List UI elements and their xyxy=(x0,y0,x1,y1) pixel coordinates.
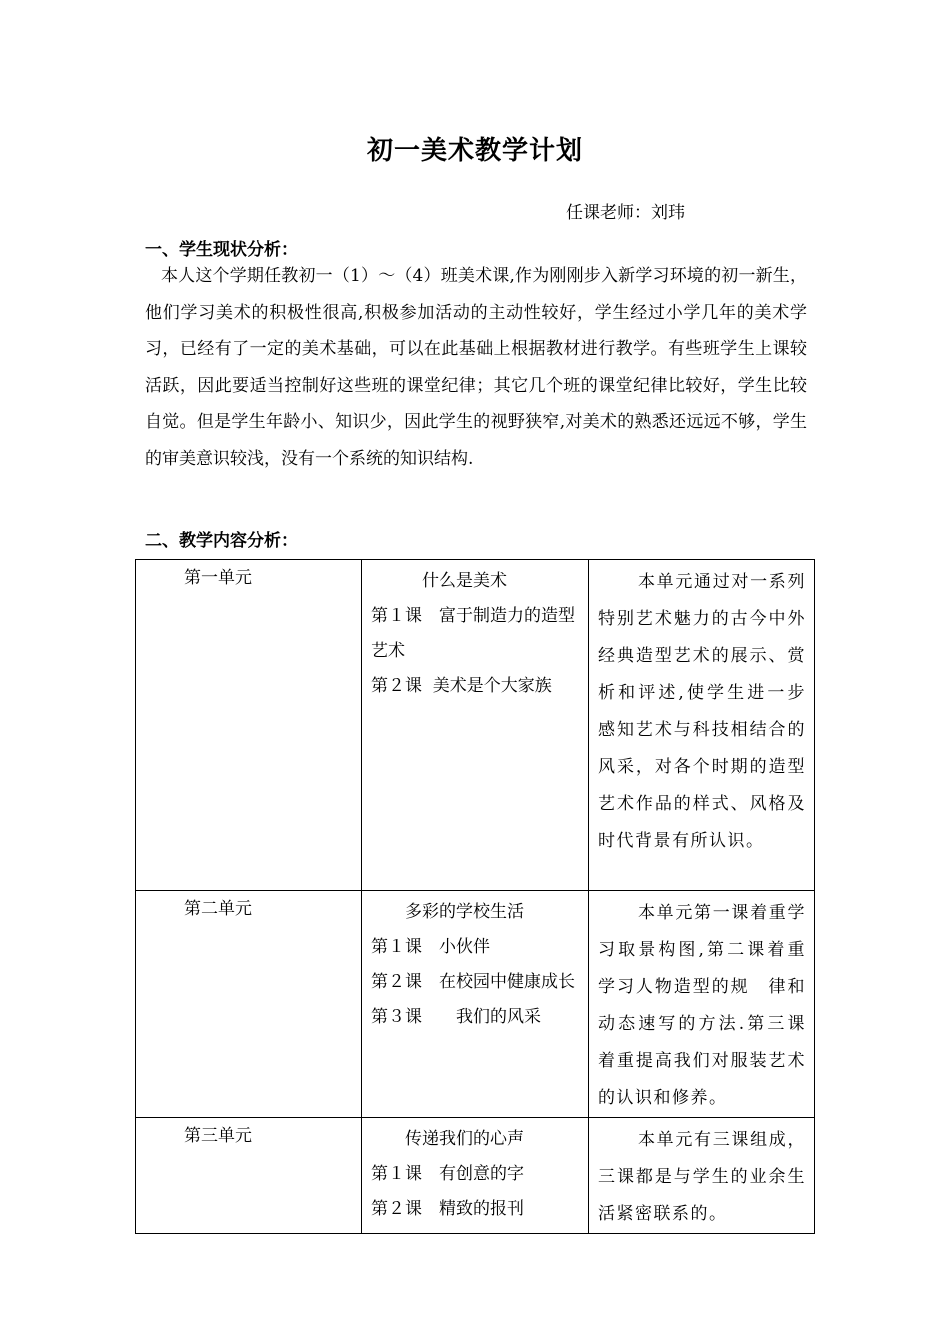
table-row xyxy=(136,560,815,891)
section-heading-content-analysis: 二、教学内容分析： xyxy=(145,531,298,551)
student-analysis-paragraph: 本人这个学期任教初一（1）～（4）班美术课,作为刚刚步入新学习环境的初一新生，他们学习美术的积极性很高,积极参加活动的主动性较好，学生经过小学几年的美术学习，已经有了一定的美术基础，可以在此基础上根据教材进行教学。有些班学生上课较活跃，因此要适当控制好这些班的课堂纪律；其它几个班的课堂纪律比较好，学生比较自觉。但是学生年龄小、知识少，因此学生的视野狭窄,对美术的熟悉还远远不够，学生的审美意识较浅，没有一个系统的知识结构. xyxy=(145,266,807,469)
lesson-item: 第２课 在校园中健康成长 xyxy=(371,972,575,992)
lesson-item: 第３课 我们的风采 xyxy=(371,1007,541,1027)
unit-goal: 本单元通过对一系列特别艺术魅力的古今中外经典造型艺术的展示、赏析和评述,使学生进一步感知艺术与科技相结合的风采，对各个时期的造型艺术作品的样式、风格及时代背景有所认识。 xyxy=(598,572,806,851)
unit-topic: 传递我们的心声 xyxy=(405,1129,524,1149)
section-heading-student-analysis: 一、学生现状分析： xyxy=(145,240,298,260)
lesson-item: 第２课 美术是个大家族 xyxy=(371,676,552,696)
units-table xyxy=(135,559,815,1234)
unit-goal: 本单元有三课组成，三课都是与学生的业余生活紧密联系的。 xyxy=(598,1130,806,1224)
unit-name: 第一单元 xyxy=(184,568,252,588)
table-row xyxy=(136,891,815,1118)
unit-name: 第三单元 xyxy=(184,1126,252,1146)
lesson-item: 第１课 富于制造力的造型艺术 xyxy=(371,606,575,661)
unit-topic: 什么是美术 xyxy=(422,571,507,591)
lesson-item: 第１课 小伙伴 xyxy=(371,937,490,957)
teacher-name: 任课老师：刘玮 xyxy=(566,203,685,223)
lesson-item: 第１课 有创意的字 xyxy=(371,1164,524,1184)
lesson-item: 第２课 精致的报刊 xyxy=(371,1199,524,1219)
unit-content xyxy=(362,1118,588,1227)
document-title: 初一美术教学计划 xyxy=(366,136,583,166)
unit-topic: 多彩的学校生活 xyxy=(405,902,524,922)
unit-name: 第二单元 xyxy=(184,899,252,919)
unit-goal: 本单元第一课着重学习取景构图,第二课着重学习人物造型的规 律和动态速写的方法.第三课着重提高我们对服装艺术的认识和修养。 xyxy=(598,903,806,1108)
table-row xyxy=(136,1118,815,1234)
unit-content xyxy=(362,560,588,704)
unit-content xyxy=(362,891,588,1035)
